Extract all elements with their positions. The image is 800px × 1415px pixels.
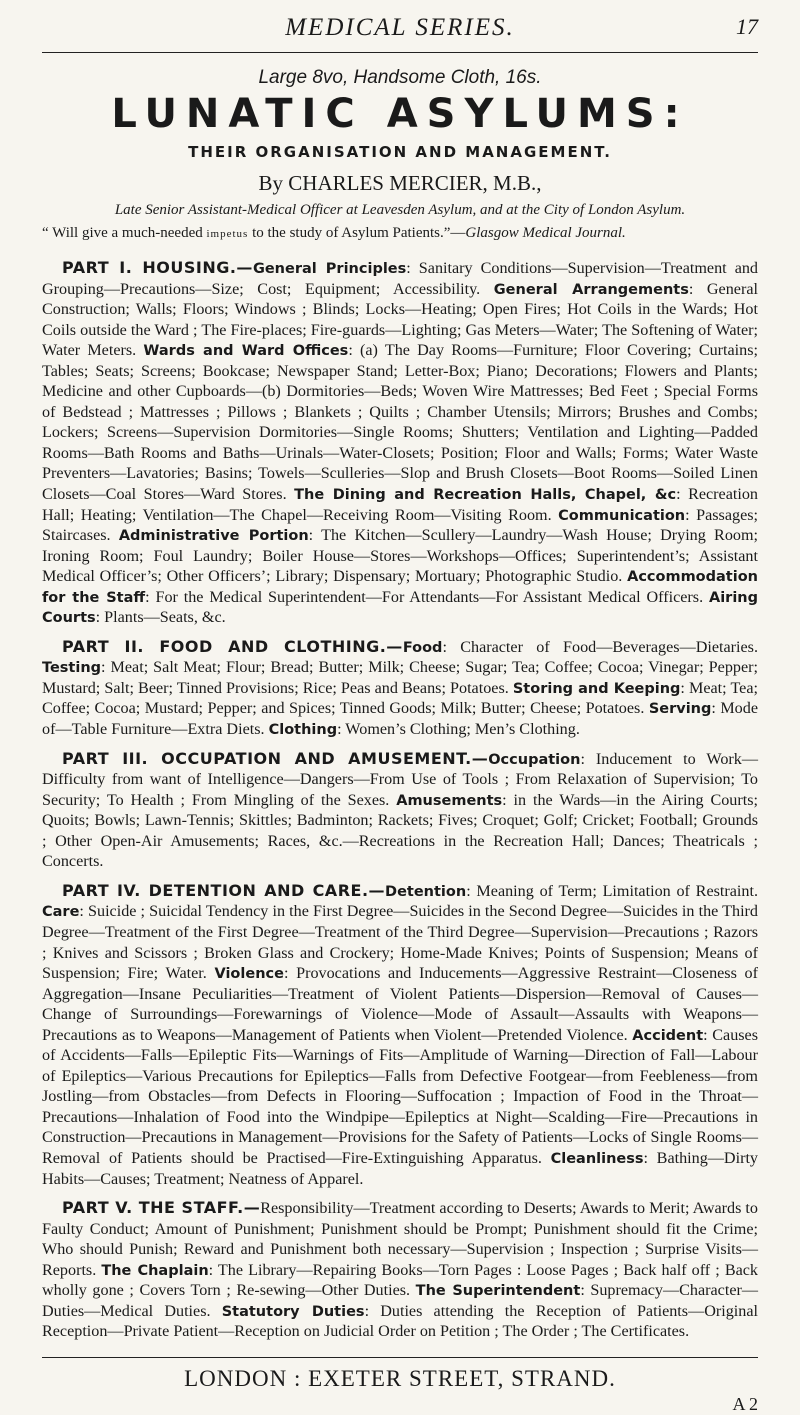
part-body xyxy=(42,748,759,871)
part-heading: PART III. OCCUPATION AND AMUSEMENT.— xyxy=(62,748,489,768)
section-text: : Inducement to Work—Difficulty from want of Intelligence—Dangers—From Use of Tools ; From Relaxation of Supervision; To Security; To Health ; From Mingling of the Sexes. xyxy=(42,750,759,809)
running-head xyxy=(42,0,758,52)
section-title: Wards and Ward Offices xyxy=(143,343,349,360)
section-title: The Chaplain xyxy=(101,1262,209,1279)
part-body xyxy=(42,260,758,626)
section-title: Clothing xyxy=(268,722,338,739)
review-source: Glasgow Medical Journal. xyxy=(465,225,626,241)
part-2 xyxy=(42,637,758,741)
part-1 xyxy=(42,258,758,629)
part-5 xyxy=(42,1198,758,1343)
section-text: : Meaning of Term; Limitation of Restraint. xyxy=(466,882,758,900)
section-title: Statutory Duties xyxy=(221,1303,365,1320)
part-body xyxy=(42,1200,758,1340)
section-text: : Meat; Salt Meat; Flour; Bread; Butter; Milk; Cheese; Sugar; Tea; Coffee; Cocoa; Vinegar; Pepper; Mustard; Salt; Beer; Tinned Provisions; Rice; Peas and Beans; Potatoes. xyxy=(42,659,758,697)
section-title: Testing xyxy=(42,660,102,677)
page-number: 17 xyxy=(736,14,758,39)
printer-signature: A 2 xyxy=(732,1393,758,1414)
section-text: : Women’s Clothing; Men’s Clothing. xyxy=(337,721,580,739)
section-text: : Plants—Seats, &c. xyxy=(95,609,226,627)
section-text: Responsibility—Treatment according to Deserts; Awards to Merit; Awards to Faulty Conduct; Amount of Punishment; Punishment should be Prompt; Punishment should fit the Crime; Who should Punish; Reward and Punishment both necessary—Supervision ; Inspection ; Surprise Visits—Reports. xyxy=(42,1200,758,1279)
review-emphasis: impetus xyxy=(206,228,249,240)
section-text: : (a) The Day Rooms—Furniture; Floor Covering; Curtains; Tables; Seats; Screens; Bookcase; Newspaper Stand; Letter-Box; Piano; Decorations; Flowers and Plants; Medicine and other Cupboards—(b) Dormitories—Beds; Woven Wire Mattresses; Bed Feet ; Special Forms of Bedstead ; Mattresses ; Pillows ; Blankets ; Quilts ; Chamber Utensils; Mirrors; Brushes and Combs; Lockers; Screens—Supervision Dormitories—Single Rooms; Shutters; Ventilation and Lighting—Padded Rooms—Bath Rooms and Baths—Urinals—Water-Closets; Position; Floor and Walls; Forms; Water Waste Preventers—Lavatories; Basins; Towels—Sculleries—Slop and Brush Closets—Boot Rooms—Soiled Linen Closets—Coal Stores—Ward Stores. xyxy=(42,342,758,504)
series-title: MEDICAL SERIES. xyxy=(285,14,515,41)
section-text: : Supremacy—Character—Duties—Medical Duties. xyxy=(42,1282,759,1320)
section-text: : The Kitchen—Scullery—Laundry—Wash House; Drying Room; Ironing Room; Foul Laundry; Boiler House—Stores—Workshops—Offices; Superintendent’s; Assistant Medical Officer’s; Other Officers’; Library; Dispensary; Mortuary; Photographic Studio. xyxy=(42,527,758,586)
press-review xyxy=(42,225,758,242)
section-title: The Superintendent xyxy=(415,1283,581,1300)
section-title: Airing Courts xyxy=(42,589,758,627)
part-heading: PART II. FOOD AND CLOTHING.— xyxy=(62,636,403,656)
section-title: Occupation xyxy=(488,751,581,768)
section-title: Communication xyxy=(558,507,686,524)
section-title: Serving xyxy=(648,701,712,718)
publisher-imprint: LONDON : EXETER STREET, STRAND. xyxy=(184,1365,616,1391)
section-text: : Character of Food—Beverages—Dietaries. xyxy=(442,638,758,656)
section-title: Administrative Portion xyxy=(118,528,309,545)
section-title: Accident xyxy=(632,1027,704,1044)
section-text: : Duties attending the Reception of Patients—Original Reception—Private Patient—Reception on Judicial Order on Petition ; The Order ; The Certificates. xyxy=(42,1302,758,1341)
section-text: : Recreation Hall; Heating; Ventilation—The Chapel—Receiving Room—Visiting Room. xyxy=(42,486,758,524)
section-title: Detention xyxy=(385,883,467,900)
part-heading: PART IV. DETENTION AND CARE.— xyxy=(62,880,386,900)
part-3 xyxy=(42,749,758,873)
section-text: : For the Medical Superintendent—For Attendants—For Assistant Medical Officers. xyxy=(145,588,709,606)
section-text: : Suicide ; Suicidal Tendency in the First Degree—Suicides in the Second Degree—Suicides in the Third Degree—Treatment of the First Degree—Treatment of the Third Degree—Supervision—Precautions ; Razors ; Knives and Scissors ; Broken Glass and Crockery; Home-Made Knives; Points of Suspension; Means of Suspension; Fire; Water. xyxy=(42,903,758,983)
section-title: General Arrangements xyxy=(493,281,689,298)
section-text: : Bathing—Dirty Habits—Causes; Treatment; Neatness of Apparel. xyxy=(42,1149,758,1188)
section-text: : General Construction; Walls; Floors; Windows ; Blinds; Locks—Heating; Open Fires; Hot Coils in the Wards; Hot Coils outside the Ward ; The Fire-places; Fire-guards—Lighting; Gas Meters—Water; The Softening of Water; Water Meters. xyxy=(42,280,758,360)
section-text: : The Library—Repairing Books—Torn Pages : Loose Pages ; Back half off ; Back wholly gone ; Covers Torn ; Re-sewing—Other Duties. xyxy=(42,1261,758,1300)
section-title: Food xyxy=(402,639,443,656)
part-4 xyxy=(42,881,758,1190)
section-text: : Sanitary Conditions—Supervision—Treatment and Grouping—Precautions—Size; Cost; Equipment; Accessibility. xyxy=(42,260,759,298)
section-text: : Meat; Tea; Coffee; Cocoa; Mustard; Pepper; and Spices; Tinned Goods; Milk; Butter; Cheese; Potatoes. xyxy=(42,679,758,718)
book-title: LUNATIC ASYLUMS: xyxy=(111,91,689,137)
table-of-contents xyxy=(42,258,758,1343)
part-heading: PART V. THE STAFF.— xyxy=(62,1198,261,1218)
section-title: Violence xyxy=(214,966,284,983)
header-rule xyxy=(42,52,758,53)
book-subtitle: THEIR ORGANISATION AND MANAGEMENT. xyxy=(188,143,612,161)
part-heading: PART I. HOUSING.— xyxy=(62,258,253,277)
section-text: : Provocations and Inducements—Aggressive Restraint—Closeness of Aggregation—Insane Peculiarities—Treatment of Violent Patients—Dispersion—Removal of Causes—Change of Surroundings—Forewarnings of Violence—Mode of Assault—Assaults with Weapons—Precautions as to Weapons—Management of Patients when Violent—Pretended Violence. xyxy=(42,965,758,1044)
section-text: : Causes of Accidents—Falls—Epileptic Fits—Warnings of Fits—Amplitude of Warning—Direction of Fall—Labour of Epileptics—Various Precautions for Epileptics—Falls from Defective Footgear—from Feebleness—from Jostling—from Obstacles—from Defects in Flooring—Suffocation ; Impaction of Food in the Throat—Precautions—Inhalation of Food into the Windpipe—Epileptics at Night—Scalding—Fire—Precautions in Construction—Precautions in Management—Provisions for the Safety of Patients—Locks of Single Rooms—Removal of Patients should be Practised—Fire-Extinguishing Apparatus. xyxy=(42,1026,758,1167)
author-line: By CHARLES MERCIER, M.B., xyxy=(258,171,542,195)
section-title: The Dining and Recreation Halls, Chapel, &c xyxy=(294,487,677,504)
part-body xyxy=(42,880,758,1188)
section-text: : Passages; Staircases. xyxy=(42,506,759,545)
book-format: Large 8vo, Handsome Cloth, 16s. xyxy=(258,67,542,88)
section-title: General Principles xyxy=(252,261,407,277)
review-text-before: “ Will give a much-needed xyxy=(42,225,207,241)
author-credentials: Late Senior Assistant-Medical Officer at Leavesden Asylum, and at the City of London Asylum. xyxy=(114,202,686,218)
section-title: Amusements xyxy=(396,792,503,809)
section-title: Storing and Keeping xyxy=(512,680,681,697)
section-title: Accommodation for the Staff xyxy=(42,569,758,606)
section-title: Cleanliness xyxy=(550,1150,644,1167)
section-text: : in the Wards—in the Airing Courts; Quoits; Bowls; Lawn-Tennis; Skittles; Badminton; Rackets; Fives; Croquet; Golf; Cricket; Football; Grounds ; Other Open-Air Amusements; Races, &c.—Recreations in the Recreation Hall; Dances; Theatricals ; Concerts. xyxy=(42,791,758,871)
section-title: Care xyxy=(42,904,80,921)
section-text: : Mode of—Table Furniture—Extra Diets. xyxy=(42,700,758,739)
review-text-after: to the study of Asylum Patients.”— xyxy=(248,225,466,241)
footer xyxy=(42,1357,758,1415)
